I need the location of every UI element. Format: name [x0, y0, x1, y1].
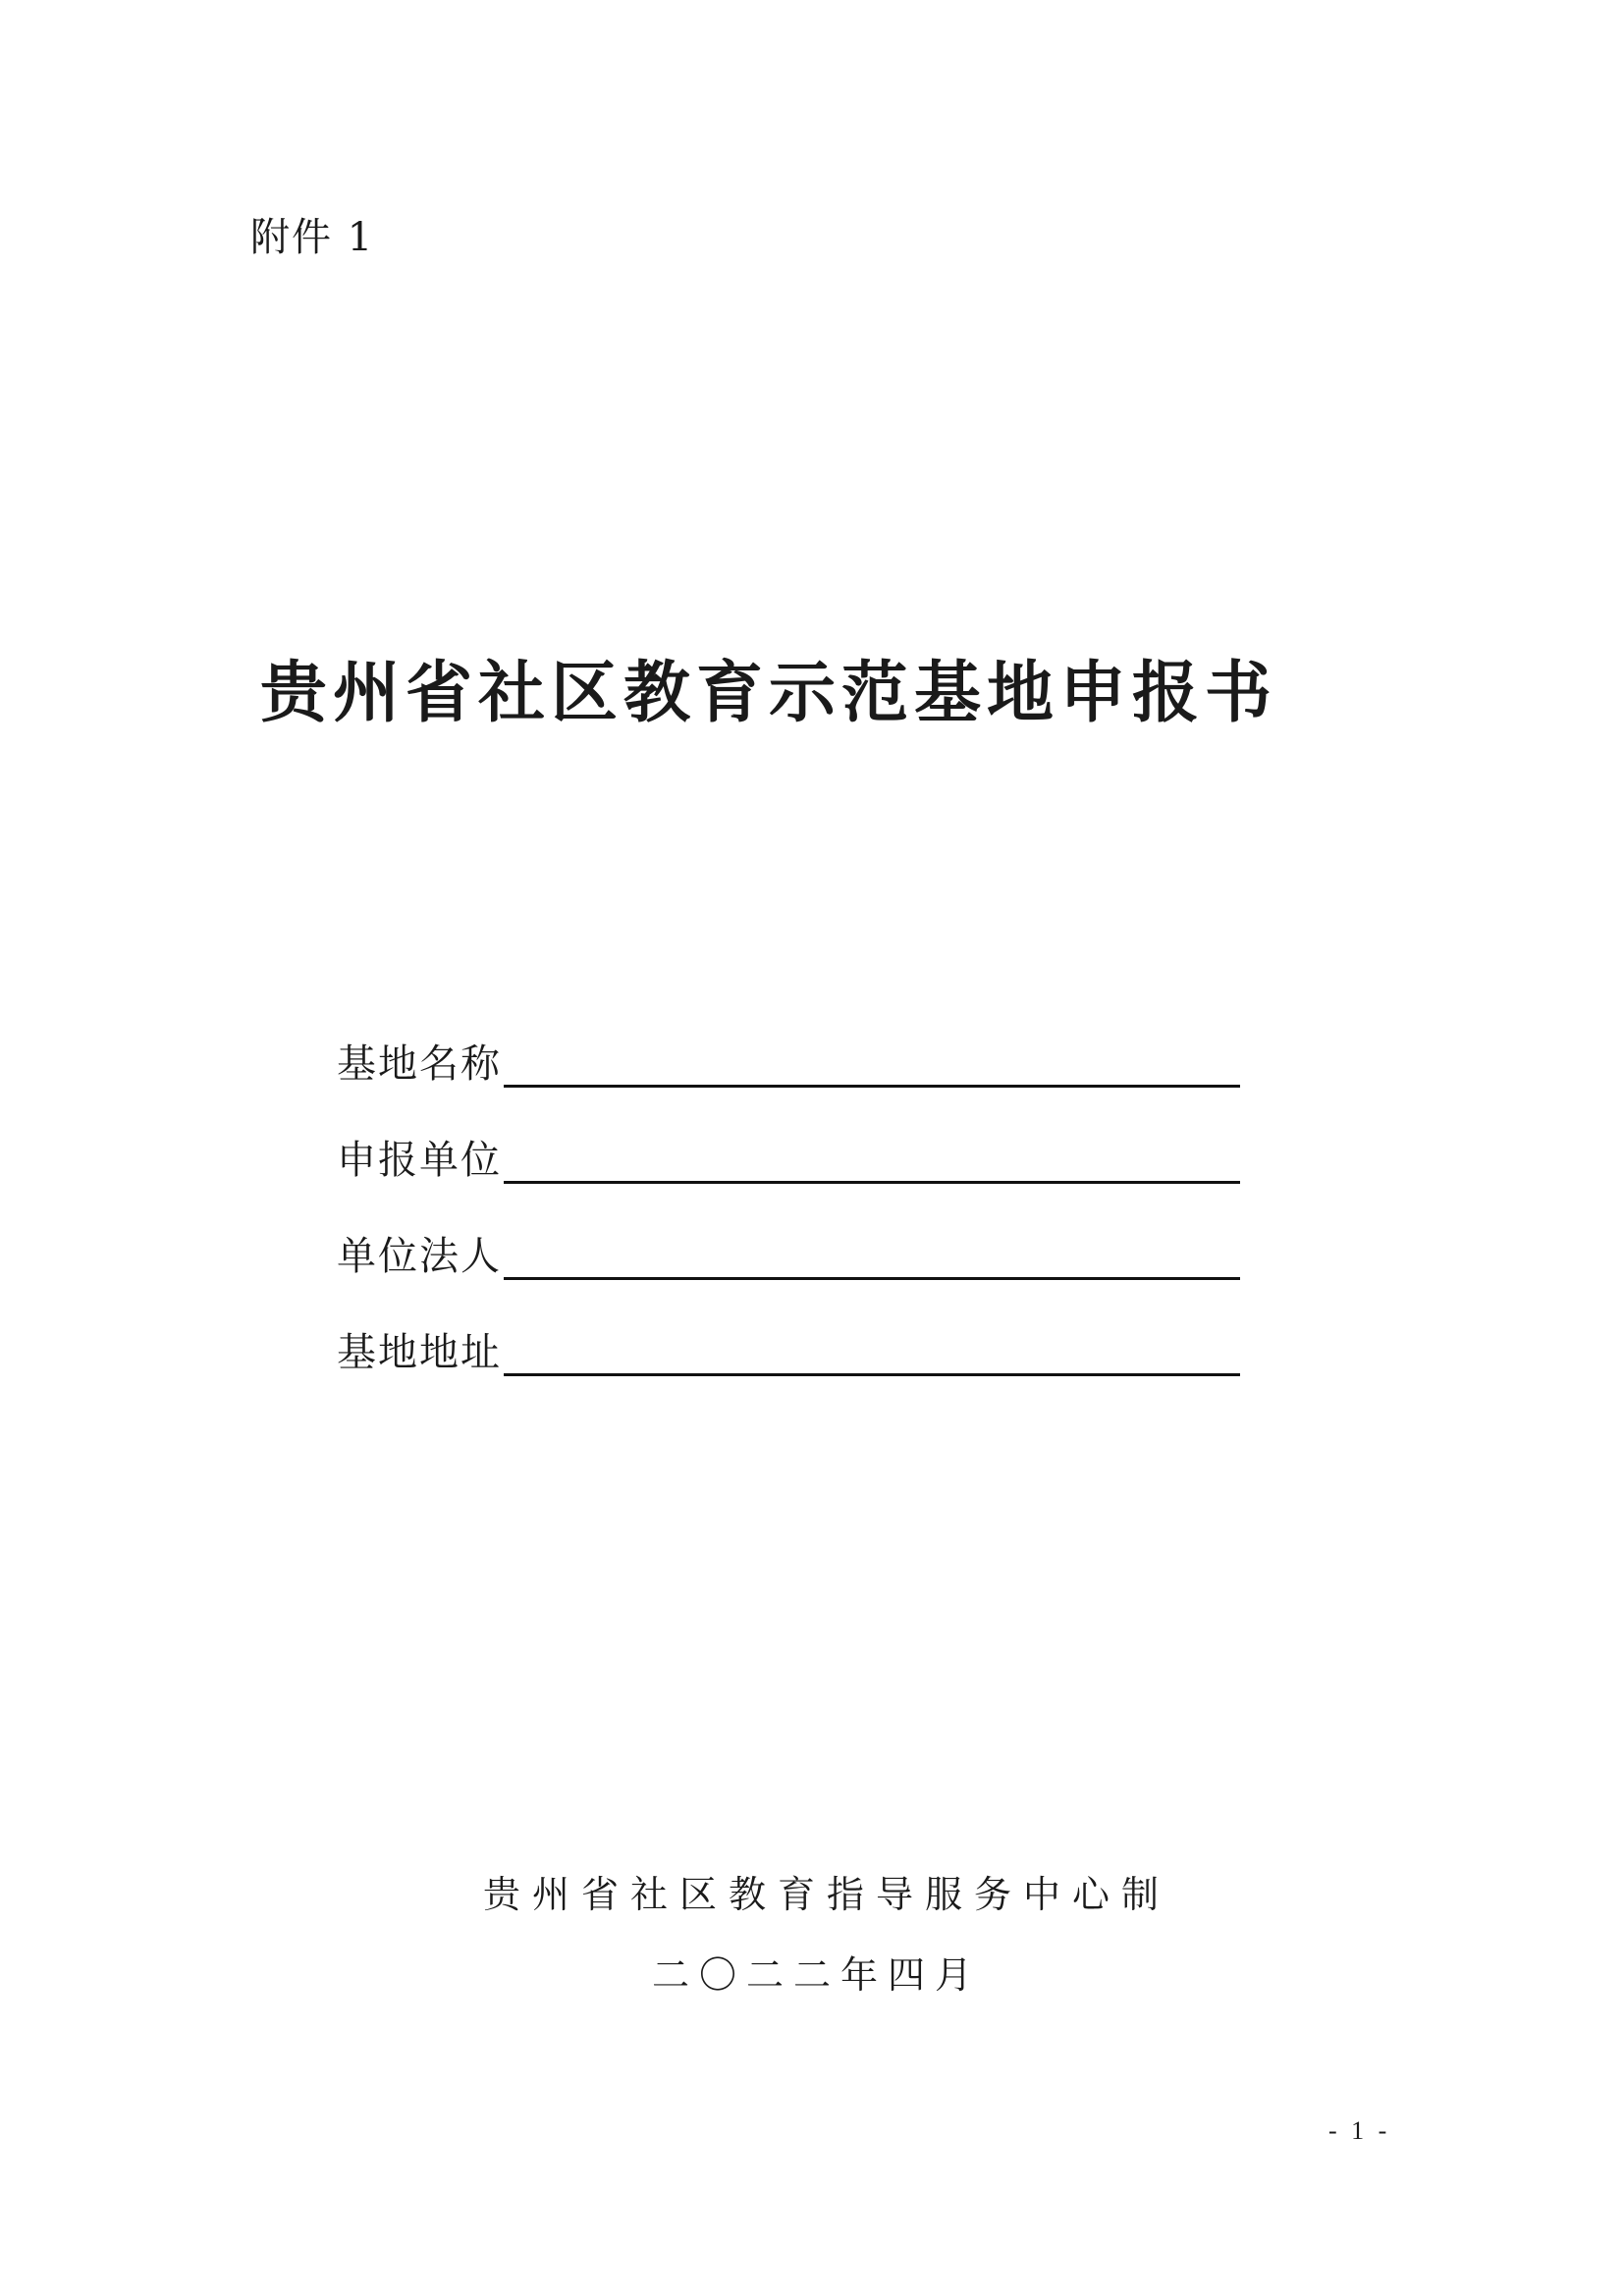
form-field-applicant-unit	[337, 1088, 1240, 1184]
application-form	[337, 991, 1240, 1376]
field-label: 单位法人	[337, 1234, 502, 1279]
base-address-input-line[interactable]	[504, 1372, 1240, 1376]
field-label: 基地名称	[337, 1041, 502, 1087]
field-label: 基地地址	[337, 1330, 502, 1375]
issuer-line: 贵州省社区教育指导服务中心制	[482, 1873, 1170, 1916]
form-field-base-name	[337, 991, 1240, 1088]
page-number: - 1 -	[1328, 2116, 1391, 2145]
form-field-legal-representative	[337, 1184, 1240, 1280]
legal-representative-input-line[interactable]	[504, 1276, 1240, 1280]
attachment-label: 附件 1	[250, 215, 375, 260]
applicant-unit-input-line[interactable]	[504, 1180, 1240, 1184]
field-label: 申报单位	[337, 1138, 502, 1183]
base-name-input-line[interactable]	[504, 1084, 1240, 1088]
issue-date: 二〇二二年四月	[651, 1953, 982, 1997]
form-field-base-address	[337, 1280, 1240, 1376]
document-title: 贵州省社区教育示范基地申报书	[260, 654, 1278, 732]
